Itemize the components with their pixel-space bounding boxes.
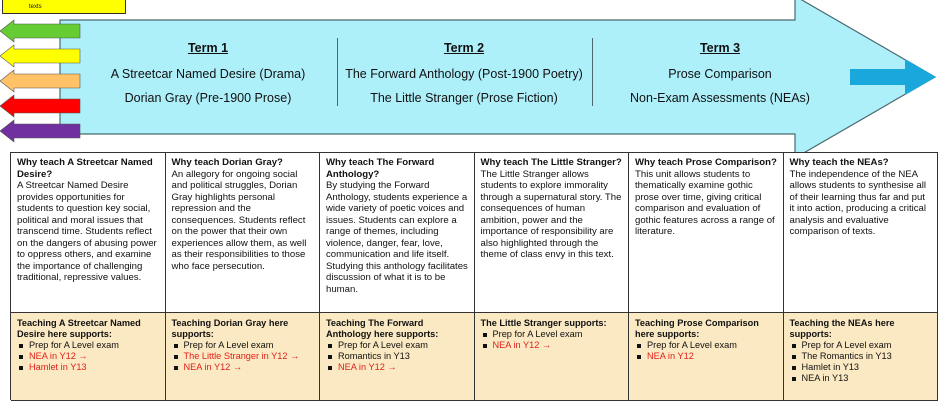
supports-heading: Teaching The Forward Anthology here supports: — [326, 318, 439, 339]
supports-item: The Little Stranger in Y12 → — [172, 351, 315, 362]
supports-item: NEA in Y12 → — [481, 340, 624, 351]
term-3-line-1: Prose Comparison — [668, 67, 772, 81]
supports-heading: Teaching Prose Comparison here supports: — [635, 318, 759, 339]
curriculum-table — [10, 152, 938, 400]
why-body: This unit allows students to thematically examine gothic prose over time, giving critical comparison and evaluation of gothic features across a range of literature. — [635, 168, 775, 237]
supports-list — [172, 340, 315, 373]
supports-item: Hamlet in Y13 — [17, 362, 160, 373]
supports-item: NEA in Y12 → — [172, 362, 315, 373]
supports-heading: Teaching the NEAs here supports: — [789, 318, 895, 339]
term-2-line-2: The Little Stranger (Prose Fiction) — [370, 91, 558, 105]
why-body: A Streetcar Named Desire provides opportunities for students to question key social, political and moral issues that transcend time. Students reflect on the dangers of abusing power to oppress others, and examine the importance of challenging traditional, repressive values. — [17, 180, 157, 283]
why-body: The independence of the NEA allows students to synthesise all of their learning thus far and put it into action, producing a critical analysis and evaluative comparison of texts. — [789, 168, 927, 237]
supports-list — [326, 340, 469, 373]
yellow-note-box — [2, 0, 126, 14]
supports-cell — [166, 313, 321, 401]
supports-item: The Romantics in Y13 — [790, 351, 933, 362]
why-body: An allegory for ongoing social and political struggles, Dorian Gray highlights personal repression and the consequences. Students reflect on the power that their own experiences allow them, as well as their responsibilities to those who face persecution. — [171, 168, 307, 272]
why-heading: Why teach Dorian Gray? — [171, 157, 283, 168]
supports-item: NEA in Y13 — [790, 373, 933, 384]
why-heading: Why teach A Streetcar Named Desire? — [17, 157, 153, 180]
supports-list — [481, 329, 624, 351]
term-3-title: Term 3 — [699, 41, 741, 55]
supports-cell — [784, 313, 939, 401]
note-text: texts — [29, 4, 42, 10]
why-heading: Why teach The Forward Anthology? — [326, 157, 435, 180]
supports-item: Prep for A Level exam — [326, 340, 469, 351]
why-heading: Why teach the NEAs? — [789, 157, 889, 168]
why-heading: Why teach The Little Stranger? — [480, 157, 622, 168]
supports-list — [790, 340, 933, 384]
term-1-title: Term 1 — [187, 41, 229, 55]
why-cell — [11, 153, 166, 313]
supports-item: NEA in Y12 → — [326, 362, 469, 373]
why-cell — [629, 153, 784, 313]
term-2 — [336, 40, 592, 114]
supports-item: Romantics in Y13 — [326, 351, 469, 362]
term-1 — [80, 40, 336, 114]
why-body: The Little Stranger allows students to explore immorality through a supernatural story. The consequences of human ambition, power and the importance of responsibility are also highlighted through the theme of class envy in this text. — [480, 168, 622, 260]
why-body: By studying the Forward Anthology, students experience a wide variety of poetic voices and issues. Students can explore a range of themes, including violence, danger, fear, love, communication and life itself. Studying this anthology facilitates discussion of what it is to be human. — [326, 180, 468, 295]
supports-item: NEA in Y12 — [635, 351, 778, 362]
supports-heading: The Little Stranger supports: — [480, 318, 607, 328]
supports-cell — [11, 313, 166, 401]
why-heading: Why teach Prose Comparison? — [635, 157, 777, 168]
why-cell — [166, 153, 321, 313]
term-1-line-2: Dorian Gray (Pre-1900 Prose) — [124, 91, 292, 105]
term-3 — [592, 40, 848, 114]
supports-item: Prep for A Level exam — [17, 340, 160, 351]
supports-heading: Teaching A Streetcar Named Desire here supports: — [17, 318, 141, 339]
supports-item: Prep for A Level exam — [635, 340, 778, 351]
supports-item: Prep for A Level exam — [790, 340, 933, 351]
supports-cell — [629, 313, 784, 401]
supports-list — [17, 340, 160, 373]
supports-list — [635, 340, 778, 362]
supports-item: Prep for A Level exam — [172, 340, 315, 351]
supports-cell — [475, 313, 630, 401]
term-3-line-2: Non-Exam Assessments (NEAs) — [630, 91, 810, 105]
term-1-line-1: A Streetcar Named Desire (Drama) — [110, 67, 306, 81]
supports-item: NEA in Y12 → — [17, 351, 160, 362]
supports-cell — [320, 313, 475, 401]
supports-item: Hamlet in Y13 — [790, 362, 933, 373]
why-cell — [475, 153, 630, 313]
why-cell — [784, 153, 939, 313]
why-cell — [320, 153, 475, 313]
term-2-line-1: The Forward Anthology (Post-1900 Poetry) — [345, 67, 583, 81]
supports-item: Prep for A Level exam — [481, 329, 624, 340]
term-2-title: Term 2 — [443, 41, 485, 55]
supports-heading: Teaching Dorian Gray here supports: — [171, 318, 289, 339]
